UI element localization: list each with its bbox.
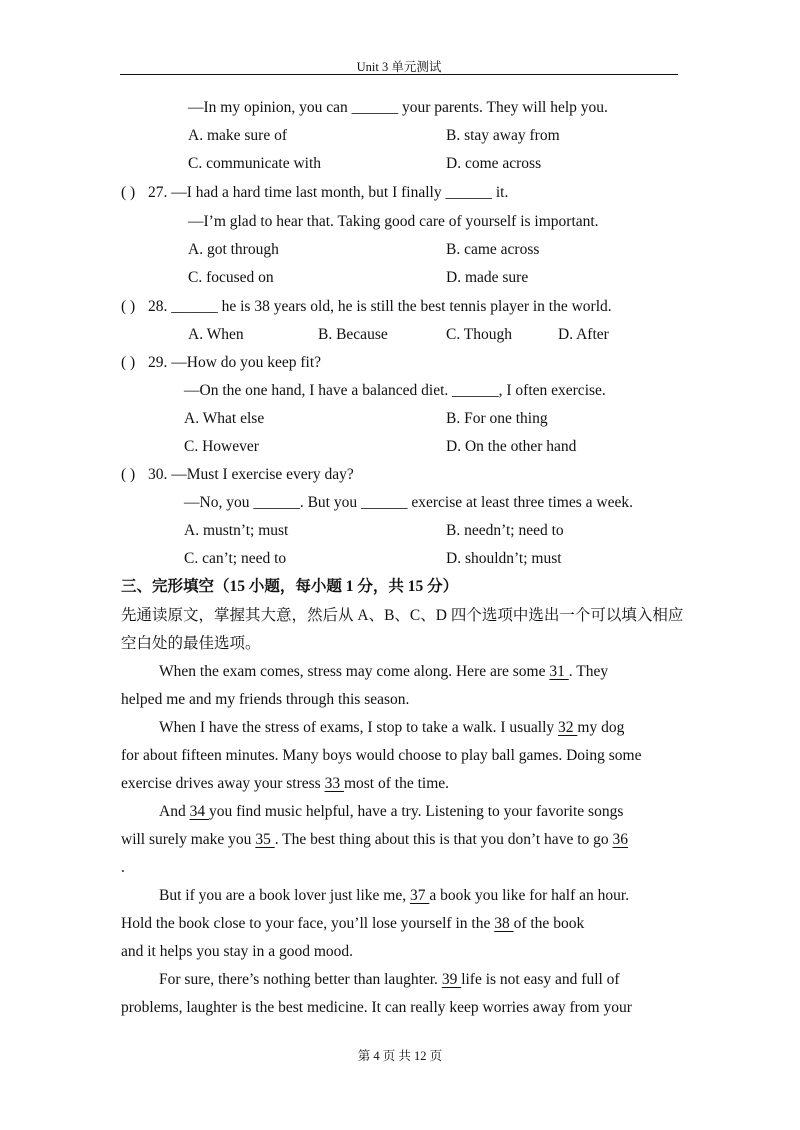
q28-answer-paren: ( ): [121, 298, 136, 315]
q27-answer-paren: ( ): [121, 184, 136, 201]
q30-option-b: B. needn’t; need to: [446, 522, 564, 539]
q26-option-c: C. communicate with: [188, 155, 322, 172]
passage-line: [159, 662, 679, 682]
q29-dialog-b: —On the one hand, I have a balanced diet. ______, I often exercise.: [184, 382, 606, 399]
q27-option-c: C. focused on: [188, 269, 274, 286]
blank-31: 31: [549, 663, 569, 680]
q30-option-a: A. mustn’t; must: [184, 522, 289, 539]
passage-text: For sure, there’s nothing better than laughter.: [159, 971, 442, 988]
passage-text: my dog: [577, 719, 625, 736]
passage-text: And: [159, 803, 190, 820]
q28-option-b: B. Because: [318, 326, 388, 343]
passage-line: .: [121, 859, 125, 876]
passage-line: [159, 802, 623, 822]
passage-line: for about fifteen minutes. Many boys would choose to play ball games. Doing some: [121, 747, 642, 764]
q29-answer-paren: ( ): [121, 354, 136, 371]
q28-option-d: D. After: [558, 326, 609, 343]
passage-line: [121, 774, 449, 794]
blank-33: 33: [324, 775, 344, 792]
passage-line: [121, 914, 584, 934]
q29-option-c: C. However: [184, 438, 259, 455]
passage-text: of the book: [513, 915, 585, 932]
passage-text: But if you are a book lover just like me,: [159, 887, 410, 904]
q29-option-d: D. On the other hand: [446, 438, 577, 455]
q27-option-b: B. came across: [446, 241, 540, 258]
passage-line: [159, 718, 624, 738]
passage-text: exercise drives away your stress: [121, 775, 325, 792]
q26-option-d: D. come across: [446, 155, 542, 172]
q26-dialog-b: —In my opinion, you can ______ your parents. They will help you.: [188, 99, 608, 116]
section-title: 三、完形填空（15 小题，每小题 1 分，共 15 分）: [121, 578, 459, 595]
passage-text: . They: [568, 663, 609, 680]
blank-38: 38: [494, 915, 514, 932]
q30-stem: 30. —Must I exercise every day?: [148, 466, 354, 483]
blank-34: 34: [189, 803, 209, 820]
q28-option-a: A. When: [188, 326, 244, 343]
passage-text: . The best thing about this is that you don’t have to go: [274, 831, 613, 848]
q29-option-b: B. For one thing: [446, 410, 548, 427]
blank-37: 37: [409, 887, 430, 904]
passage-text: When I have the stress of exams, I stop to take a walk. I usually: [159, 719, 559, 736]
q28-option-c: C. Though: [446, 326, 513, 343]
passage-text: Hold the book close to your face, you’ll lose yourself in the: [121, 915, 495, 932]
blank-36: 36: [612, 831, 629, 848]
passage-text: When the exam comes, stress may come along. Here are some: [159, 663, 550, 680]
blank-32: 32: [558, 719, 578, 736]
passage-line: [159, 886, 629, 906]
q30-answer-paren: ( ): [121, 466, 136, 483]
passage-line: helped me and my friends through this season.: [121, 691, 410, 708]
q27-option-a: A. got through: [188, 241, 279, 258]
q26-option-a: A. make sure of: [188, 127, 287, 144]
passage-line: [121, 830, 628, 850]
q30-dialog-b: —No, you ______. But you ______ exercise at least three times a week.: [184, 494, 633, 511]
header-rule: [120, 74, 678, 75]
blank-39: 39: [441, 971, 462, 988]
passage-text: will surely make you: [121, 831, 256, 848]
page-header: Unit 3 单元测试: [356, 60, 442, 74]
q28-stem: 28. ______ he is 38 years old, he is still the best tennis player in the world.: [148, 298, 612, 315]
q29-option-a: A. What else: [184, 410, 265, 427]
passage-line: problems, laughter is the best medicine. It can really keep worries away from your: [121, 999, 632, 1016]
passage-line: [159, 970, 620, 990]
blank-35: 35: [255, 831, 275, 848]
passage-text: most of the time.: [343, 775, 450, 792]
passage-text: life is not easy and full of: [461, 971, 620, 988]
q30-option-d: D. shouldn’t; must: [446, 550, 562, 567]
passage-line: and it helps you stay in a good mood.: [121, 943, 354, 960]
q27-stem: 27. —I had a hard time last month, but I finally ______ it.: [148, 184, 509, 201]
page-footer: 第 4 页 共 12 页: [357, 1049, 443, 1063]
passage-text: a book you like for half an hour.: [429, 887, 630, 904]
section-instructions-line1: 先通读原文，掌握其大意，然后从 A、B、C、D 四个选项中选出一个可以填入相应: [121, 607, 684, 624]
q27-dialog-b: —I’m glad to hear that. Taking good care of yourself is important.: [188, 213, 599, 230]
q27-option-d: D. made sure: [446, 269, 529, 286]
passage-text: you find music helpful, have a try. Listening to your favorite songs: [208, 803, 624, 820]
q26-option-b: B. stay away from: [446, 127, 560, 144]
q29-stem: 29. —How do you keep fit?: [148, 354, 322, 371]
section-instructions-line2: 空白处的最佳选项。: [121, 635, 261, 652]
q30-option-c: C. can’t; need to: [184, 550, 287, 567]
